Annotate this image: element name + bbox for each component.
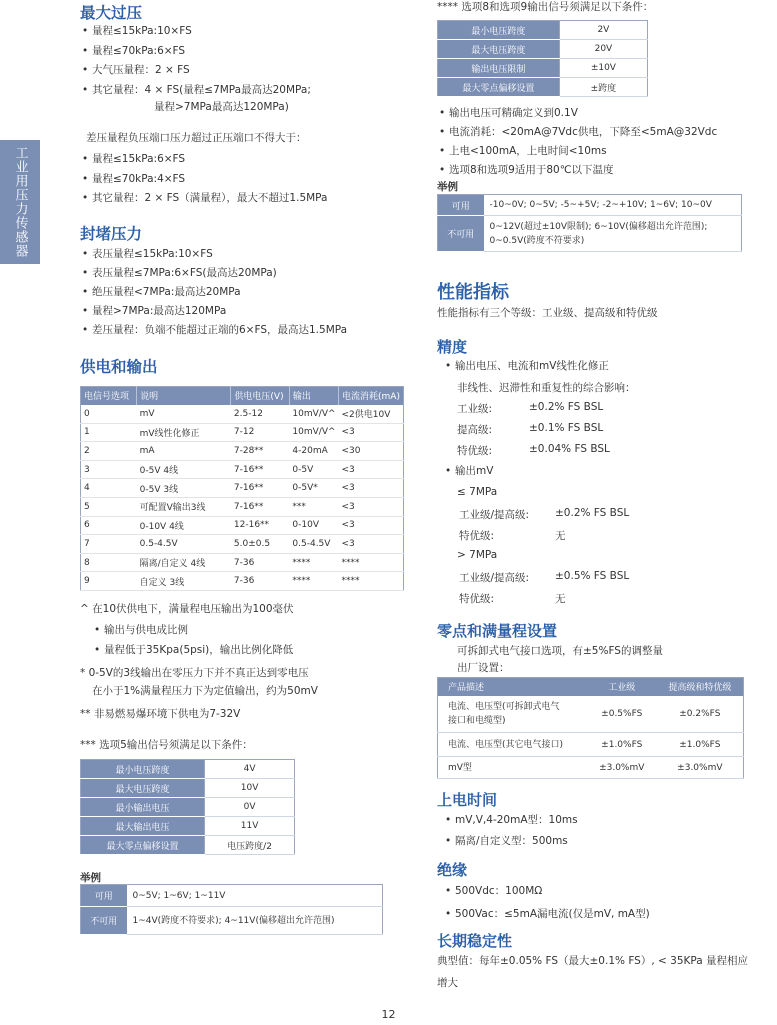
- table-row: 电流、电压型(其它电气接口) ±1.0%FS ±1.0%FS: [438, 733, 744, 757]
- condition-label: 最大电压跨度: [81, 779, 205, 798]
- list-item: • 差压量程：负端不能超过正端的6×FS，最高达1.5MPa: [80, 321, 347, 340]
- list-item: • 隔离/自定义型：500ms: [443, 831, 578, 852]
- table-cell: 0-5V 4线: [137, 460, 231, 479]
- performance-desc: 性能指标有三个等级：工业级、提高级和特优级: [437, 307, 658, 319]
- list-item: • 输出与供电成比例: [92, 621, 293, 641]
- table-cell: 7-16**: [231, 479, 290, 498]
- supply-output-heading: 供电和输出: [80, 358, 158, 376]
- list-item: • 500Vdc：100MΩ: [443, 880, 650, 903]
- example-label: 举例: [437, 181, 458, 193]
- list-item: • 500Vac：≤5mA漏电流(仅是mV, mA型): [443, 903, 650, 926]
- range-label: > 7MPa: [457, 549, 498, 561]
- stability-line-2: 增大: [437, 977, 458, 989]
- table-header-row: [438, 678, 744, 696]
- list-item: • 其它量程：4 × FS(量程≤7MPa最高达20MPa; 量程>7MPa最高达120MPa): [80, 81, 311, 115]
- column-header: 电流消耗(mA): [339, 387, 404, 405]
- table-row: [81, 442, 404, 461]
- table-cell: <3: [339, 479, 404, 498]
- stability-line-1: 典型值：每年±0.05% FS（最大±0.1% FS）, < 35KPa 量程相应: [437, 955, 749, 967]
- table-cell: 12-16**: [231, 516, 290, 535]
- burst-pressure-heading: 封堵压力: [80, 225, 143, 243]
- table-row: 可用 -10~0V; 0~5V; -5~+5V; -2~+10V; 1~6V; 10~0V: [438, 195, 742, 216]
- table-row: [438, 59, 648, 78]
- grade-label: 特优级:: [457, 445, 493, 457]
- table-cell: 4-20mA: [289, 442, 338, 461]
- table-cell: ****: [289, 572, 338, 591]
- table-cell: mV线性化修正: [137, 423, 231, 442]
- table-row: [438, 21, 648, 40]
- table-row: [438, 78, 648, 97]
- table-cell: 10mV/V^: [289, 405, 338, 424]
- table-cell: mA: [137, 442, 231, 461]
- table-row: 不可用 0~12V(超过±10V限制); 6~10V(偏移超出允许范围); 0~0.5V(跨度不符要求): [438, 216, 742, 252]
- table-row: [81, 405, 404, 424]
- condition-label: 输出电压限制: [438, 59, 560, 78]
- option8-9-condition-table: [437, 20, 648, 97]
- table-cell: 0-5V: [289, 460, 338, 479]
- table-cell: 8: [81, 553, 137, 572]
- list-item: • 输出mV: [443, 462, 493, 482]
- grade-label: 工业级:: [457, 403, 493, 415]
- table-row: 可用 0~5V; 1~6V; 1~11V: [81, 885, 383, 907]
- range-label: ≤ 7MPa: [457, 486, 498, 498]
- table-cell: 可配置V输出3线: [137, 497, 231, 516]
- table-cell: 0-10V: [289, 516, 338, 535]
- list-item: • 表压量程≤15kPa:10×FS: [80, 245, 347, 264]
- powerup-heading: 上电时间: [437, 791, 498, 809]
- footnote-caret-list: [92, 621, 293, 660]
- insulation-list: [443, 880, 650, 926]
- table-cell: ***: [289, 497, 338, 516]
- column-header: 输出: [289, 387, 338, 405]
- column-header: 产品描述: [438, 678, 587, 696]
- grade-value: ±0.04% FS BSL: [529, 443, 610, 455]
- list-item: • 输出电压、电流和mV线性化修正: [443, 357, 609, 377]
- section-side-tab: 工业用压力传感器: [0, 140, 40, 264]
- grade-label: 特优级:: [459, 593, 495, 605]
- example-label: 举例: [80, 872, 101, 884]
- grade-label: 工业级/提高级:: [459, 572, 530, 584]
- burst-pressure-list: [80, 245, 347, 340]
- table-cell: 9: [81, 572, 137, 591]
- table-row: [438, 40, 648, 59]
- diff-pressure-note: 差压量程负压端口压力超过正压端口不得大于：: [86, 132, 307, 144]
- diff-pressure-list: [80, 150, 327, 209]
- zero-span-factory: 出厂设置：: [457, 662, 510, 674]
- table-row: [81, 497, 404, 516]
- page-number: 12: [381, 1008, 396, 1021]
- footnote-quad-star: **** 选项8和选项9输出信号须满足以下条件：: [437, 1, 654, 13]
- table-cell: 0: [81, 405, 137, 424]
- condition-label: 最小输出电压: [81, 798, 205, 817]
- condition-value: 11V: [205, 817, 295, 836]
- table-cell: 5.0±0.5: [231, 535, 290, 554]
- table-cell: 4: [81, 479, 137, 498]
- accuracy-list-2: [443, 462, 493, 482]
- accuracy-heading: 精度: [437, 338, 468, 356]
- table-cell: <30: [339, 442, 404, 461]
- column-header: 说明: [137, 387, 231, 405]
- condition-label: 最小电压跨度: [81, 760, 205, 779]
- table-cell: 5: [81, 497, 137, 516]
- condition-value: 4V: [205, 760, 295, 779]
- table-row: [81, 423, 404, 442]
- grade-value: ±0.2% FS BSL: [529, 401, 604, 413]
- table-cell: 7-16**: [231, 497, 290, 516]
- list-item: • 量程≤15kPa:10×FS: [80, 22, 311, 42]
- list-item: • 电流消耗：<20mA@7Vdc供电，下降至<5mA@32Vdc: [437, 123, 717, 142]
- table-cell: 2: [81, 442, 137, 461]
- list-item: • 量程≤15kPa:6×FS: [80, 150, 327, 170]
- list-item: • 量程>7MPa:最高达120MPa: [80, 302, 347, 321]
- table-row: [81, 535, 404, 554]
- table-row: [81, 760, 295, 779]
- table-cell: 3: [81, 460, 137, 479]
- zero-span-desc: 可拆卸式电气接口选项，有±5%FS的调整量: [457, 645, 663, 657]
- column-header: 提高级和特优级: [657, 678, 744, 696]
- table-row: [81, 572, 404, 591]
- table-row: [81, 553, 404, 572]
- list-item: • 其它量程：2 × FS（满量程），最大不超过1.5MPa: [80, 189, 327, 209]
- grade-value: ±0.5% FS BSL: [555, 570, 630, 582]
- list-item: • 上电<100mA，上电时间<10ms: [437, 142, 717, 161]
- table-cell: 隔离/自定义 4线: [137, 553, 231, 572]
- table-cell: <3: [339, 460, 404, 479]
- condition-label: 最大零点偏移设置: [81, 836, 205, 855]
- performance-heading: 性能指标: [437, 282, 509, 303]
- list-item: • 输出电压可精确定义到0.1V: [437, 104, 717, 123]
- table-cell: 6: [81, 516, 137, 535]
- table-cell: 7: [81, 535, 137, 554]
- list-item: • 量程低于35Kpa(5psi)，输出比例化降低: [92, 641, 293, 661]
- footnote-double-star: ** 非易燃易爆环境下供电为7-32V: [80, 708, 241, 720]
- list-item: • 量程≤70kPa:4×FS: [80, 170, 327, 190]
- table-row: [81, 460, 404, 479]
- grade-value: ±0.1% FS BSL: [529, 422, 604, 434]
- zero-span-heading: 零点和满量程设置: [437, 622, 558, 640]
- option5-condition-table: [80, 759, 295, 855]
- table-cell: <3: [339, 516, 404, 535]
- footnote-caret: ^ 在10伏供电下，满量程电压输出为100毫伏: [80, 603, 294, 615]
- footnote-star: * 0-5V的3线输出在零压力下并不真正达到零电压: [80, 667, 309, 679]
- grade-label: 特优级:: [459, 530, 495, 542]
- list-item: • 量程≤70kPa:6×FS: [80, 42, 311, 62]
- table-cell: 7-12: [231, 423, 290, 442]
- overpressure-heading: 最大过压: [80, 4, 143, 22]
- table-cell: 7-36: [231, 572, 290, 591]
- table-cell: 1: [81, 423, 137, 442]
- table-cell: 7-36: [231, 553, 290, 572]
- condition-value: 电压跨度/2: [205, 836, 295, 855]
- table-cell: 7-28**: [231, 442, 290, 461]
- table-cell: 2.5-12: [231, 405, 290, 424]
- list-item: • 表压量程≤7MPa:6×FS(最高达20MPa): [80, 264, 347, 283]
- condition-value: 0V: [205, 798, 295, 817]
- powerup-list: [443, 810, 578, 852]
- table-cell: 0.5-4.5V: [137, 535, 231, 554]
- condition-label: 最大零点偏移设置: [438, 78, 560, 97]
- zero-span-table: [437, 677, 744, 779]
- table-cell: <2供电10V: [339, 405, 404, 424]
- table-cell: 0-5V 3线: [137, 479, 231, 498]
- insulation-heading: 绝缘: [437, 861, 468, 879]
- table-row: [81, 836, 295, 855]
- option5-example-table: [80, 884, 383, 935]
- table-row: [81, 516, 404, 535]
- column-header: 工业级: [587, 678, 657, 696]
- condition-value: 20V: [559, 40, 647, 59]
- grade-value: 无: [555, 530, 566, 542]
- table-cell: <3: [339, 423, 404, 442]
- table-row: 不可用 1~4V(跨度不符要求); 4~11V(偏移超出允许范围): [81, 907, 383, 935]
- table-cell: 7-16**: [231, 460, 290, 479]
- table-row: 电流、电压型(可拆卸式电气 接口和电缆型) ±0.5%FS ±0.2%FS: [438, 696, 744, 733]
- list-item: • 绝压量程<7MPa:最高达20MPa: [80, 283, 347, 302]
- table-cell: 10mV/V^: [289, 423, 338, 442]
- table-cell: <3: [339, 497, 404, 516]
- condition-label: 最小电压跨度: [438, 21, 560, 40]
- table-row: [81, 479, 404, 498]
- table-header-row: [81, 387, 404, 405]
- table-cell: 自定义 3线: [137, 572, 231, 591]
- column-header: 供电电压(V): [231, 387, 290, 405]
- accuracy-desc: 非线性、迟滞性和重复性的综合影响：: [457, 382, 636, 394]
- overpressure-list: [80, 22, 311, 114]
- condition-value: ±跨度: [559, 78, 647, 97]
- grade-label: 工业级/提高级:: [459, 509, 530, 521]
- supply-output-table: [80, 386, 404, 591]
- footnote-star-cont: 在小于1%满量程压力下为定值输出，约为50mV: [92, 685, 318, 697]
- table-row: [81, 779, 295, 798]
- list-item: • mV,V,4-20mA型：10ms: [443, 810, 578, 831]
- condition-value: 10V: [205, 779, 295, 798]
- table-cell: 0-5V*: [289, 479, 338, 498]
- option8-9-example-table: [437, 194, 742, 252]
- condition-value: ±10V: [559, 59, 647, 78]
- accuracy-list-1: [443, 357, 609, 377]
- table-cell: ****: [339, 572, 404, 591]
- footnote-triple-star: *** 选项5输出信号须满足以下条件：: [80, 739, 253, 751]
- table-cell: mV: [137, 405, 231, 424]
- condition-value: 2V: [559, 21, 647, 40]
- table-row: [81, 798, 295, 817]
- table-cell: ****: [289, 553, 338, 572]
- column-header: 电信号选项: [81, 387, 137, 405]
- grade-value: 无: [555, 593, 566, 605]
- table-cell: 0-10V 4线: [137, 516, 231, 535]
- table-cell: <3: [339, 535, 404, 554]
- table-cell: ****: [339, 553, 404, 572]
- grade-value: ±0.2% FS BSL: [555, 507, 630, 519]
- table-row: [81, 817, 295, 836]
- list-item: • 大气压量程：2 × FS: [80, 61, 311, 81]
- table-cell: 0.5-4.5V: [289, 535, 338, 554]
- condition-label: 最大输出电压: [81, 817, 205, 836]
- condition-label: 最大电压跨度: [438, 40, 560, 59]
- table-row: mV型 ±3.0%mV ±3.0%mV: [438, 757, 744, 779]
- grade-label: 提高级:: [457, 424, 493, 436]
- stability-heading: 长期稳定性: [437, 932, 513, 950]
- option8-9-list: [437, 104, 717, 180]
- list-item: • 选项8和选项9适用于80℃以下温度: [437, 161, 717, 180]
